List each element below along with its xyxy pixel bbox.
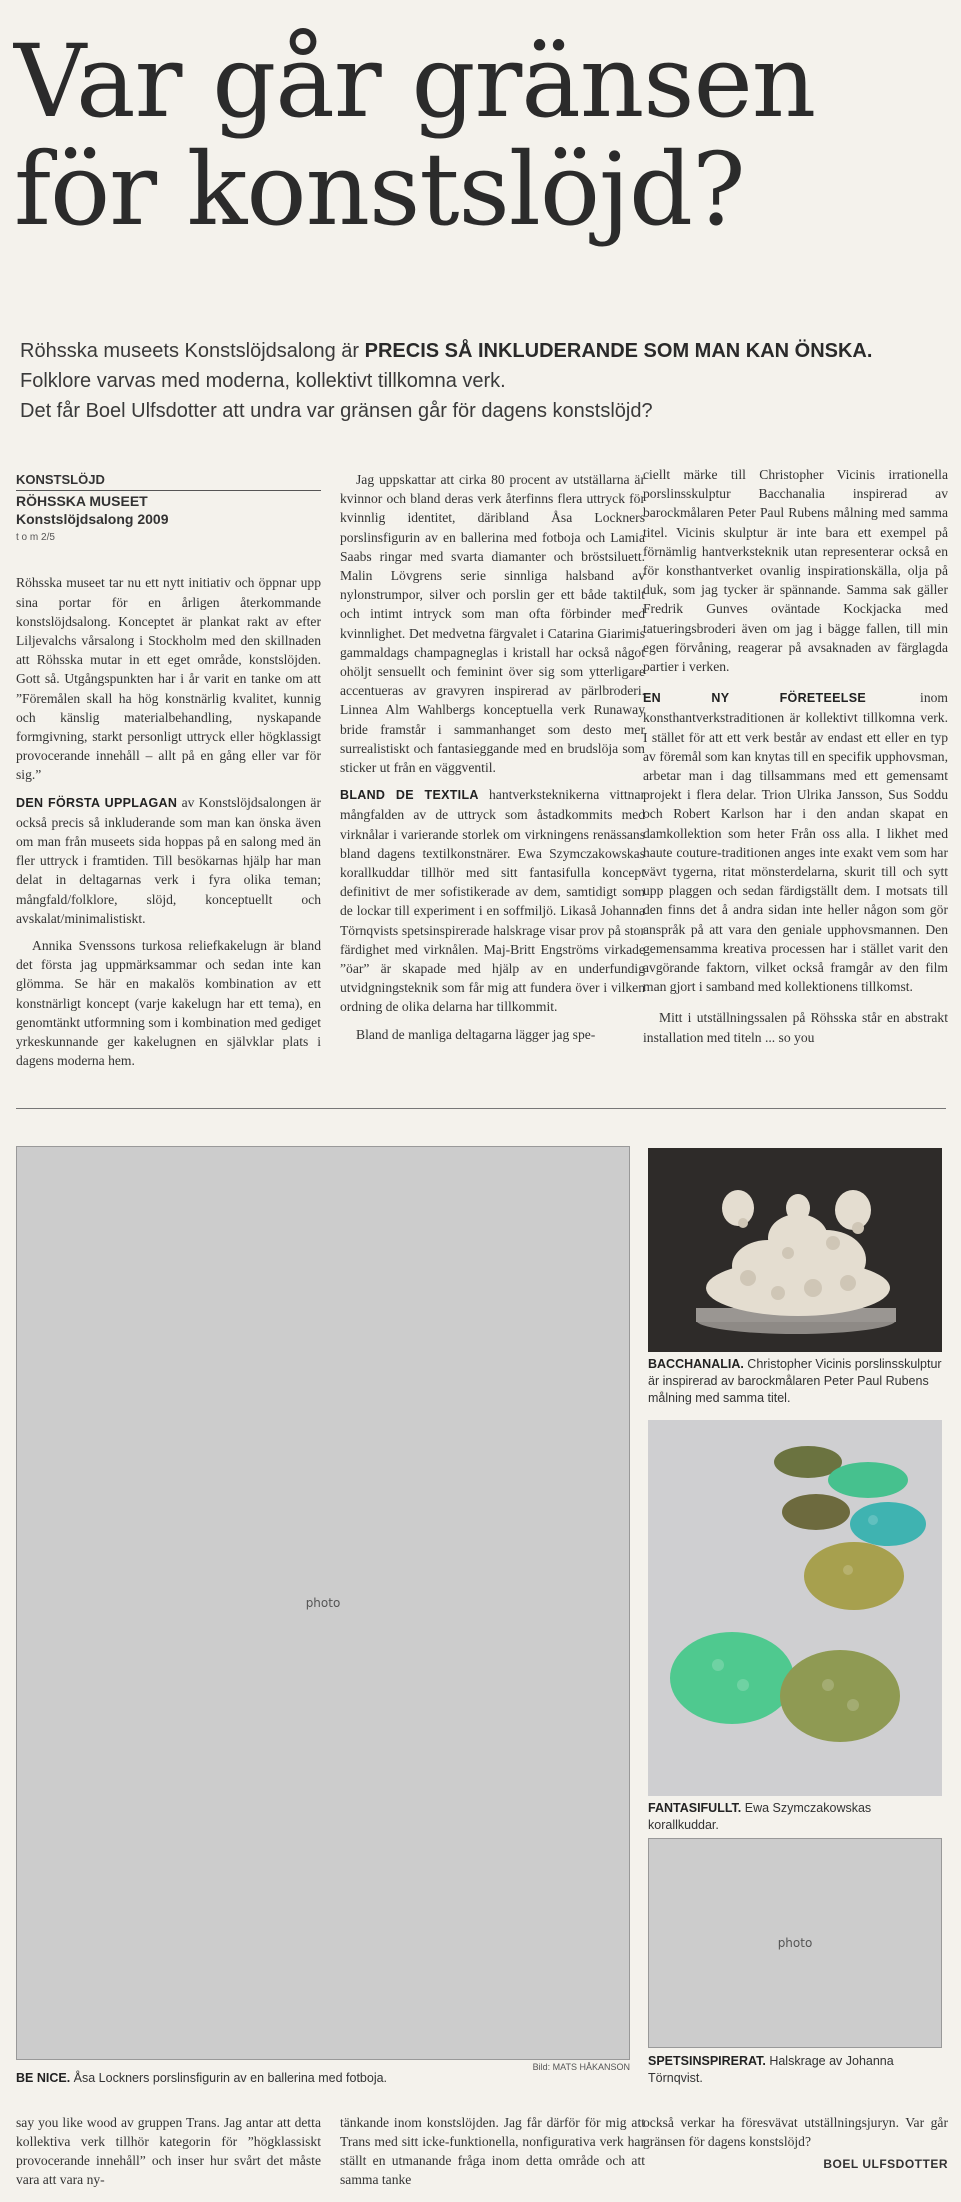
tail-column-3-text: också verkar ha föresvävat utställningsjuryn. Var går gränsen för dagens konstslöjd?: [643, 2115, 948, 2149]
caption-be-nice: [16, 2070, 516, 2087]
headline-line-2: för konstslöjd?: [14, 131, 745, 248]
col2-paragraph-2: [340, 785, 645, 1016]
coral-cushions-photo: [648, 1420, 942, 1796]
infobox-venue: RÖHSSKA MUSEET: [16, 493, 148, 510]
tail-column-2: tänkande inom konstslöjden. Jag får därför för mig att Trans med sitt icke-funktionella, nonfigurativa verk har ställt en utmanande fråga inom detta område och att samma tanke: [340, 2115, 645, 2187]
caption-spetsinspirerat-lead: SPETSINSPIRERAT.: [648, 2054, 766, 2068]
col2-paragraph-3: Bland de manliga deltagarna lägger jag spe-: [356, 1026, 596, 1042]
caption-fantasifullt: [648, 1800, 942, 1834]
infobox-category: KONSTSLÖJD: [16, 470, 321, 491]
column-2: [340, 470, 645, 1052]
col3-paragraph-2: [643, 688, 948, 996]
caption-be-nice-text: Åsa Lockners porslinsfigurin av en ballerina med fotboja.: [70, 2071, 388, 2085]
caption-spetsinspirerat: [648, 2053, 942, 2087]
col3-paragraph-2-text: inom konsthantverkstraditionen är kollektivt tillkomna verk. I stället för att ett verk består av endast ett eller en typ av föremål som kan knytas till en specifik upphovsman, arbetar man i dag tillsammans med ett gemensamt projekt i flera delar. Trion Ulrika Jansson, Sus Soddu och Robert Karlson har i den andan skapat en damkollektion som heter Från oss alla. I likhet med haute couture-traditionen anges inte exakt vem som har vävt tygerna, ritat mönsterdelarna, skurit till och sytt upp plaggen och sedan färdigställt dem. I motsats till den finns det å andra sidan inte heller någon som gör anspråk på att vara den geniale upphovsmannen. Den gemensamma kreativa processen har i stället varit den avgörande faktorn, vilket också framgår av den film man gjort i samband med kollektionens tillkomst.: [643, 690, 948, 995]
byline: BOEL ULFSDOTTER: [823, 2157, 948, 2171]
infobox: [16, 470, 321, 547]
tail-column-3: [643, 2113, 948, 2174]
col1-paragraph-1: Röhsska museet tar nu ett nytt initiativ och öppnar upp sina portar för en årligen återkommande konstslöjdsalong. Konceptet är plankat rakt av efter Liljevalchs vårsalong i Stockholm med den skillnaden att Röhsska mutar in ett eget område, konstslöjden. Gott så. Utgångspunkten har i år varit en tanke om att ”Föremålen skall ha hög konstnärlig kvalitet, kunnig och känslig materialbehandling, nyskapande formgivning, starkt personligt uttryck eller högklassigt provocerande innehåll – allt på en gång eller var för sig.”: [16, 575, 321, 783]
infobox-date: t o m 2/5: [16, 532, 55, 544]
deck-line-1-caps: PRECIS SÅ INKLUDERANDE SOM MAN KAN ÖNSKA.: [364, 340, 873, 362]
col1-paragraph-2: [16, 793, 321, 928]
section-divider: [16, 1108, 946, 1109]
deck-line-1: [20, 336, 940, 366]
bacchanalia-photo: [648, 1148, 942, 1352]
column-3: [643, 465, 948, 1059]
ballerina-figurine-photo: photo: [16, 1146, 630, 2060]
caption-fantasifullt-text: Ewa Szymczakowskas korallkuddar.: [648, 1801, 872, 1832]
col1-paragraph-2-text: av Konstslöjdsalongen är också precis så inkluderande som man kan önska även om man från museets sida hoppas på en salong med än fler uttryck i framtiden. Till besökarnas hjälp har man delat in deltagarnas verk i fyra olika teman; mångfald/folklore, slöjd, konceptuellt och avskalat/minimalistiskt.: [16, 794, 321, 926]
caption-bacchanalia-lead: BACCHANALIA.: [648, 1357, 744, 1371]
column-1: [16, 470, 321, 1078]
photo-credit: Bild: MATS HÅKANSON: [532, 2062, 630, 2072]
deck: [20, 336, 940, 426]
col3-paragraph-3: Mitt i utställningssalen på Röhsska står en abstrakt installation med titeln ... so you: [643, 1010, 948, 1045]
col3-lead: EN NY FÖRETEELSE: [643, 691, 866, 706]
lace-collar-photo: photo: [648, 1838, 942, 2048]
caption-bacchanalia-text: Christopher Vicinis porslinsskulptur är inspirerad av barockmålaren Peter Paul Rubens målning med samma titel.: [648, 1357, 942, 1405]
caption-fantasifullt-lead: FANTASIFULLT.: [648, 1801, 742, 1815]
caption-spetsinspirerat-text: Halskrage av Johanna Törnqvist.: [648, 2054, 894, 2085]
deck-line-3: Det får Boel Ulfsdotter att undra var gränsen går för dagens konstslöjd?: [20, 400, 653, 422]
headline: [14, 23, 944, 248]
tail-column-1: say you like wood av gruppen Trans. Jag antar att detta kollektiva verk tillhör kategorin för ”högklassiskt provocerande innehåll” och inser hur svårt det måste vara att vara ny-: [16, 2115, 321, 2187]
col2-lead: BLAND DE TEXTILA: [340, 788, 479, 803]
col2-paragraph-1: Jag uppskattar att cirka 80 procent av utställarna är kvinnor och bland deras verk återfinns flera uttryck för kvinnlig identitet, däribland Åsa Lockners porslinsfigurin av en ballerina med fotboja och Lamia Saabs ringar med svarta diamanter och bröstsiluett. Malin Lövgrens serie sinnliga halsband av nylonstrumpor, silver och porslin ger ett både taktilt och intimt intryck som man ofta förbinder med kvinnlighet. Det medvetna färgvalet i Catarina Giarimis gammaldags champagneglas i kristall har också något ohöljt sensuellt och feminint över sig som ytterligare accentueras av gravyren inspirerad av pärlbroderi. Linnea Alm Wahlbergs konceptuella verk Runaway bride framstår i sammanhanget som desto mer surrealistiskt och fantasieggande med en brudslöja som sticker ut från en väggventil.: [340, 472, 645, 776]
headline-line-1: Var går gränsen: [14, 23, 816, 140]
infobox-title: Konstslöjdsalong 2009: [16, 511, 169, 528]
col1-paragraph-3: Annika Svenssons turkosa reliefkakelugn är bland det första jag uppmärksammar och sedan inte kan glömma. Se här en makalös kombination av ett konstnärligt koncept (varje kakelugn har ett tema), en genomtänkt utformning som i kombination med gediget yrkeskunnande ger kakelugnen en självklar plats i dagens moderna hem.: [16, 938, 321, 1069]
col2-paragraph-2-text: hantverksteknikerna vittnar mångfalden av de uttryck som åstadkommits med virknålar i varierande storlek om virkningens renässans bland dagens textilkonstnärer. Ewa Szymczakowskas korallkuddar tillhör med sitt fantasifulla koncept definitivt de mer sofistikerade av dem, samtidigt som de lockar till experiment i en soffmiljö. Likaså Johanna Törnqvists spetsinspirerade halskrage visar prov på stor färdighet med virknålen. Maj-Britt Engströms virkade ”öar” är skapade med hjälp av en underfundig utvidgningsteknik som får mig att fundera över i vilken ordning de olika delarna har tillkommit.: [340, 787, 645, 1015]
deck-line-2: Folklore varvas med moderna, kollektivt tillkomna verk.: [20, 370, 506, 392]
col1-lead: DEN FÖRSTA UPPLAGAN: [16, 795, 178, 810]
caption-bacchanalia: [648, 1356, 942, 1407]
deck-line-1-text: Röhsska museets Konstslöjdsalong är: [20, 340, 365, 362]
col3-paragraph-1: ciellt märke till Christopher Vicinis irrationella porslinsskulptur Bacchanalia inspirerad av barockmålaren Peter Paul Rubens målning med samma titel. Vicinis skulptur är inte bara ett exempel på förnämlig hantverksteknik utan representerar också en för konsthantverket ovanlig inspirationskälla, olja på duk, som jag tycker är spännande. Samma sak gäller Fredrik Gunves oväntade Kockjacka med tatueringsbroderi även om jag i bägge fallen, till min egen förvåning, reagerar på avsaknaden av färglagda partier i verken.: [643, 467, 948, 675]
caption-be-nice-lead: BE NICE.: [16, 2071, 71, 2085]
